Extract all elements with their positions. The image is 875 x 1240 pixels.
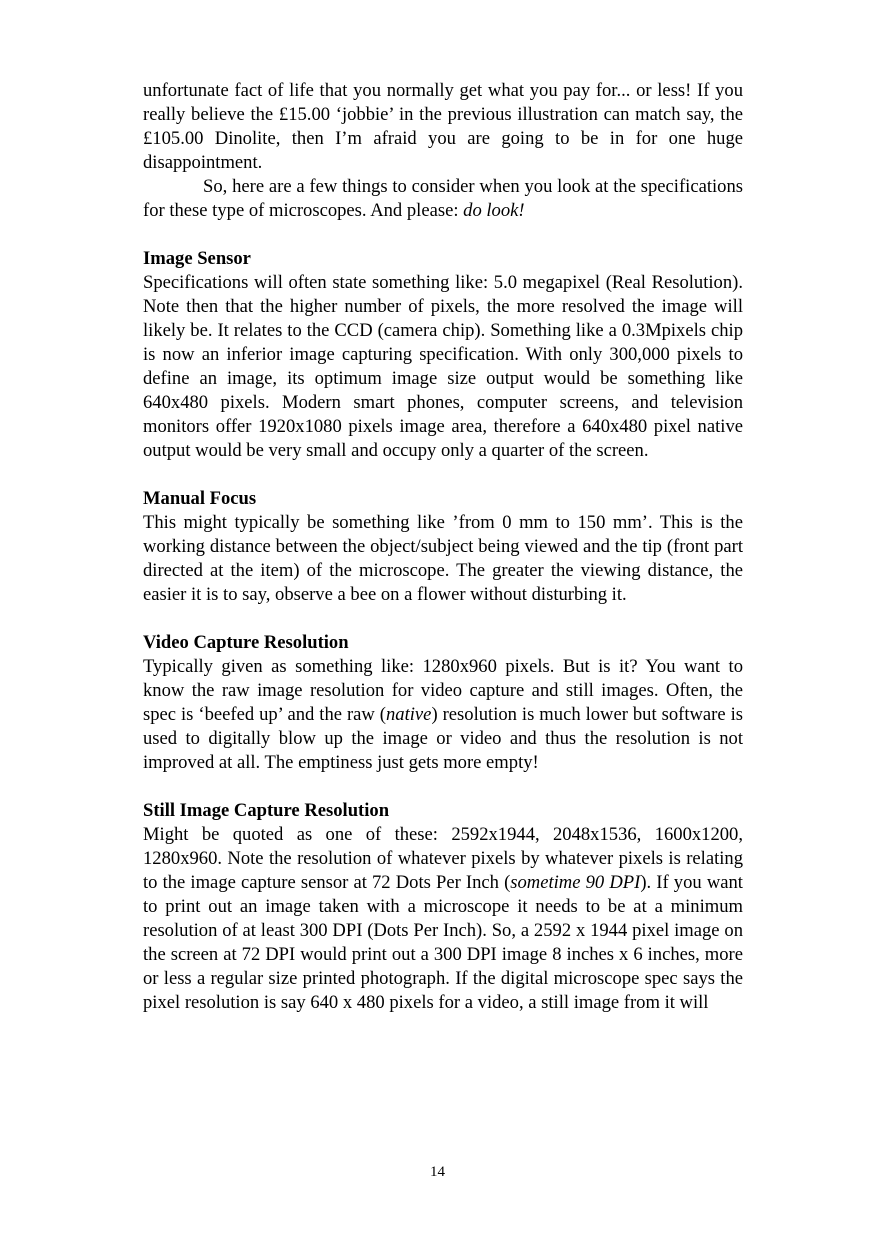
page-number: 14 bbox=[430, 1164, 445, 1180]
video-capture-paragraph bbox=[143, 655, 743, 775]
still-capture-text-a: Might be quoted as one of these: 2592x1944, 2048x1536, 1600x1200, 1280x960. Note the resolution of whatever pixels by whatever pixels is relating to the image capture sensor at 72 Dots Per Inch ( bbox=[143, 824, 743, 893]
page-content bbox=[143, 79, 743, 1015]
spacer bbox=[143, 223, 743, 247]
video-capture-text-b: ) resolution is much lower but software is used to digitally blow up the image or video and thus the resolution is not improved at all. The emptiness just gets more empty! bbox=[143, 704, 744, 773]
emphasis-native: native bbox=[386, 704, 432, 725]
heading-image-sensor: Image Sensor bbox=[143, 248, 251, 269]
emphasis-do-look: do look! bbox=[463, 200, 525, 221]
still-capture-text-b: ). If you want to print out an image taken with a microscope it needs to be at a minimum resolution of at least 300 DPI (Dots Per Inch). So, a 2592 x 1944 pixel image on the screen at 72 DPI would print out a 300 DPI image 8 inches x 6 inches, more or less a regular size printed photograph. If the digital microscope spec says the pixel resolution is say 640 x 480 pixels for a video, a still image from it will bbox=[143, 872, 743, 1013]
intro-paragraph: unfortunate fact of life that you normally get what you pay for... or less! If you really believe the £15.00 ‘jobbie’ in the previous illustration can match say, the £105.00 Dinolite, then I’m afraid you are going to be in for one huge disappointment. bbox=[143, 80, 743, 173]
spacer bbox=[143, 607, 743, 631]
heading-still-capture: Still Image Capture Resolution bbox=[143, 800, 390, 821]
spacer bbox=[143, 463, 743, 487]
intro-text: So, here are a few things to consider when you look at the specifications for these type of microscopes. And please: bbox=[143, 176, 743, 221]
spacer bbox=[143, 775, 743, 799]
video-capture-text-a: Typically given as something like: 1280x960 pixels. But is it? You want to know the raw image resolution for video capture and still images. Often, the spec is ‘beefed up’ and the raw ( bbox=[143, 656, 743, 725]
heading-video-capture: Video Capture Resolution bbox=[143, 632, 349, 653]
emphasis-dpi: sometime 90 DPI bbox=[510, 872, 641, 893]
still-capture-paragraph bbox=[143, 823, 743, 1015]
heading-manual-focus: Manual Focus bbox=[143, 488, 257, 509]
manual-focus-paragraph: This might typically be something like ’from 0 mm to 150 mm’. This is the working distance between the object/subject being viewed and the tip (front part directed at the item) of the microscope. The greater the viewing distance, the easier it is to say, observe a bee on a flower without disturbing it. bbox=[143, 512, 743, 605]
intro-paragraph-2 bbox=[143, 175, 743, 223]
image-sensor-paragraph: Specifications will often state something like: 5.0 megapixel (Real Resolution). Note then that the higher number of pixels, the more resolved the image will likely be. It relates to the CCD (camera chip). Something like a 0.3Mpixels chip is now an inferior image capturing specification. With only 300,000 pixels to define an image, its optimum image size output would be something like 640x480 pixels. Modern smart phones, computer screens, and television monitors offer 1920x1080 pixels image area, therefore a 640x480 pixel native output would be very small and occupy only a quarter of the screen. bbox=[143, 272, 743, 461]
